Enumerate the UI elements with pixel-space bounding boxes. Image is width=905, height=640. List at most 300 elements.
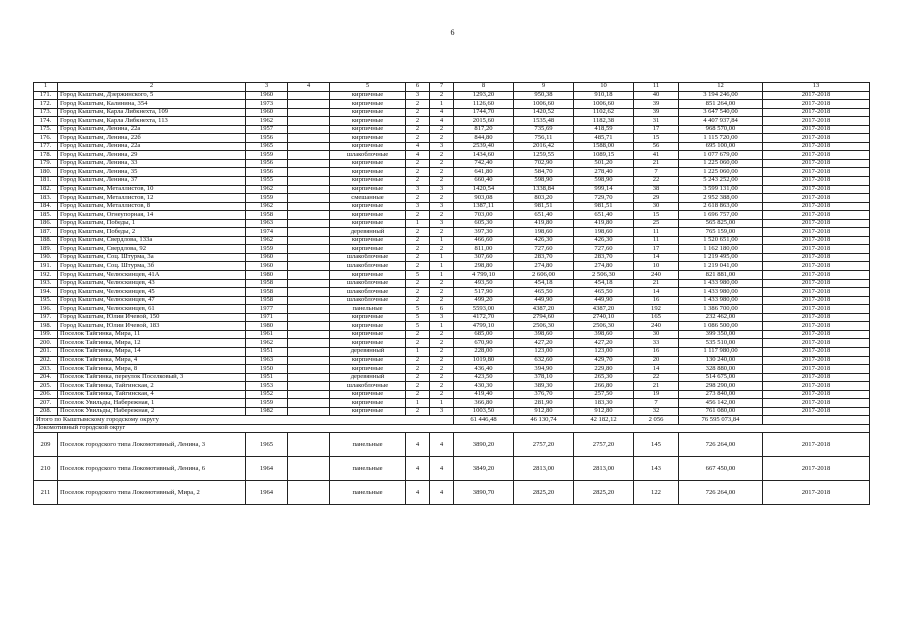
table-cell: 670,90	[454, 339, 514, 348]
table-cell: 2017-2018	[763, 457, 870, 481]
table-cell: 660,40	[454, 177, 514, 186]
table-cell: 2017-2018	[763, 481, 870, 505]
table-cell: кирпичные	[330, 271, 406, 280]
table-cell: кирпичные	[330, 168, 406, 177]
table-cell: Город Кыштым, Огнеупорная, 14	[58, 211, 246, 220]
table-cell: 3 194 246,00	[679, 91, 763, 100]
table-row	[34, 288, 870, 297]
table-cell: 190.	[34, 253, 58, 262]
table-cell: 40	[634, 91, 679, 100]
table-cell: 2740,10	[574, 313, 634, 322]
table-cell: 1535,48	[514, 117, 574, 126]
table-cell: 499,20	[454, 296, 514, 305]
table-cell: 174.	[34, 117, 58, 126]
table-cell: кирпичные	[330, 177, 406, 186]
table-cell: Поселок Тайгинка, Мира, 12	[58, 339, 246, 348]
table-cell: 193.	[34, 279, 58, 288]
table-cell: 1	[406, 399, 430, 408]
table-row	[34, 159, 870, 168]
table-cell: 1420,54	[454, 185, 514, 194]
table-row	[34, 399, 870, 408]
table-cell: 211	[34, 481, 58, 505]
table-cell: 206.	[34, 390, 58, 399]
table-cell: 2506,30	[574, 322, 634, 331]
table-cell: 3	[430, 185, 454, 194]
table-cell: 761 080,00	[679, 407, 763, 416]
table-cell: 418,59	[574, 125, 634, 134]
table-cell	[288, 288, 330, 297]
table-cell: 426,30	[514, 236, 574, 245]
table-cell: 449,90	[574, 296, 634, 305]
table-cell: Поселок Тайгинка, Мира, 4	[58, 356, 246, 365]
table-row	[34, 211, 870, 220]
table-cell: 198,60	[574, 228, 634, 237]
table-cell: 4387,20	[574, 305, 634, 314]
table-cell: 1 433 980,00	[679, 296, 763, 305]
table-cell: 2017-2018	[763, 262, 870, 271]
table-cell: 1963	[246, 356, 288, 365]
table-cell: 2757,20	[574, 433, 634, 457]
table-cell: кирпичные	[330, 159, 406, 168]
table-cell: кирпичные	[330, 339, 406, 348]
table-cell	[288, 356, 330, 365]
table-cell: Город Кыштым, Ленина, 35	[58, 168, 246, 177]
table-cell: 2	[406, 262, 430, 271]
table-cell: кирпичные	[330, 390, 406, 399]
table-cell: 1962	[246, 185, 288, 194]
table-cell: 32	[634, 407, 679, 416]
table-cell: 2825,20	[574, 481, 634, 505]
table-cell: 3	[430, 407, 454, 416]
table-cell: 2	[406, 168, 430, 177]
table-cell: 2017-2018	[763, 194, 870, 203]
table-cell: 2	[430, 356, 454, 365]
table-cell: кирпичные	[330, 245, 406, 254]
table-cell: 2539,40	[454, 142, 514, 151]
table-cell: 2	[406, 159, 430, 168]
table-cell: 514 675,00	[679, 373, 763, 382]
table-cell: 1338,84	[514, 185, 574, 194]
table-cell: 2017-2018	[763, 202, 870, 211]
table-cell: 10	[574, 83, 634, 92]
table-cell: 1962	[246, 339, 288, 348]
table-cell: Город Кыштым, Юлии Ичевой, 183	[58, 322, 246, 331]
table-cell: 5593,00	[454, 305, 514, 314]
table-cell	[288, 236, 330, 245]
table-cell: 2017-2018	[763, 177, 870, 186]
table-cell: 535 510,00	[679, 339, 763, 348]
table-cell: 3 647 540,00	[679, 108, 763, 117]
table-cell: 2017-2018	[763, 373, 870, 382]
table-cell: 16	[634, 347, 679, 356]
table-cell: Поселок Тайгинка, Тайгинская, 2	[58, 382, 246, 391]
table-cell: 2 056	[634, 416, 679, 425]
table-cell	[288, 407, 330, 416]
table-cell: 274,80	[574, 262, 634, 271]
table-cell: 1955	[246, 177, 288, 186]
table-cell: 16	[634, 296, 679, 305]
table-cell: 803,20	[514, 194, 574, 203]
table-cell	[288, 399, 330, 408]
table-cell: 1006,60	[574, 100, 634, 109]
table-cell: 2506,30	[514, 322, 574, 331]
table-cell	[288, 339, 330, 348]
table-cell: 4	[430, 117, 454, 126]
table-cell: 2	[430, 288, 454, 297]
table-cell: 726 264,00	[679, 433, 763, 457]
table-cell: 183.	[34, 194, 58, 203]
table-cell: 4387,20	[514, 305, 574, 314]
table-cell: 1952	[246, 390, 288, 399]
table-cell: кирпичные	[330, 125, 406, 134]
table-row	[34, 185, 870, 194]
housing-table	[33, 82, 870, 505]
table-cell: 903,08	[454, 194, 514, 203]
table-cell: 2 606,00	[514, 271, 574, 280]
table-cell: 2	[430, 194, 454, 203]
table-cell: 565 825,00	[679, 219, 763, 228]
table-cell: 1958	[246, 279, 288, 288]
table-cell: 298,80	[454, 262, 514, 271]
table-cell: 191.	[34, 262, 58, 271]
table-cell: 2	[406, 228, 430, 237]
table-cell: 38	[634, 185, 679, 194]
table-cell: 2	[406, 211, 430, 220]
table-cell: 2017-2018	[763, 100, 870, 109]
table-cell: 1958	[246, 296, 288, 305]
table-cell: 3890,20	[454, 433, 514, 457]
table-cell: 1957	[246, 125, 288, 134]
table-cell: 192.	[34, 271, 58, 280]
table-cell: 188.	[34, 236, 58, 245]
table-cell: 2017-2018	[763, 407, 870, 416]
table-cell: Город Кыштым, Челюскинцев, 61	[58, 305, 246, 314]
table-cell: 39	[634, 100, 679, 109]
table-cell: 2017-2018	[763, 253, 870, 262]
table-cell: 22	[634, 177, 679, 186]
table-cell: 2813,00	[514, 457, 574, 481]
table-cell: 1 115 720,00	[679, 134, 763, 143]
table-cell: 5	[330, 83, 406, 92]
table-cell: 1293,20	[454, 91, 514, 100]
table-cell: 207.	[34, 399, 58, 408]
table-cell: кирпичные	[330, 313, 406, 322]
table-cell: 171.	[34, 91, 58, 100]
table-cell	[288, 330, 330, 339]
table-cell: 11	[634, 236, 679, 245]
table-cell: 2	[430, 211, 454, 220]
table-cell	[763, 416, 870, 425]
table-cell: 229,80	[574, 365, 634, 374]
table-cell: 981,51	[514, 202, 574, 211]
table-cell: 399 350,00	[679, 330, 763, 339]
table-cell: 454,18	[574, 279, 634, 288]
table-cell: 501,20	[574, 159, 634, 168]
table-cell: 2017-2018	[763, 134, 870, 143]
table-cell: 2017-2018	[763, 279, 870, 288]
table-cell	[288, 108, 330, 117]
table-row	[34, 390, 870, 399]
table-cell: 328 880,00	[679, 365, 763, 374]
table-cell: 2017-2018	[763, 245, 870, 254]
table-cell	[288, 365, 330, 374]
table-cell: 5	[406, 305, 430, 314]
table-cell: 1959	[246, 399, 288, 408]
table-cell: 2017-2018	[763, 347, 870, 356]
table-cell	[288, 177, 330, 186]
table-cell: 1387,11	[454, 202, 514, 211]
table-cell: Город Кыштым, Ленина, 29	[58, 151, 246, 160]
table-cell: 1	[406, 347, 430, 356]
table-cell: 232 462,00	[679, 313, 763, 322]
table-cell: 651,40	[514, 211, 574, 220]
table-cell: 4799,10	[454, 322, 514, 331]
table-cell: 185.	[34, 211, 58, 220]
table-cell: Город Кыштым, Металлистов, 8	[58, 202, 246, 211]
table-cell: 278,40	[574, 168, 634, 177]
table-cell: 1	[430, 262, 454, 271]
table-cell: 419,80	[574, 219, 634, 228]
table-cell: шлакоблочные	[330, 151, 406, 160]
table-cell: 727,60	[574, 245, 634, 254]
table-cell: 4172,70	[454, 313, 514, 322]
table-cell: 2	[406, 279, 430, 288]
table-cell: 9	[514, 83, 574, 92]
table-cell: 1 433 980,00	[679, 279, 763, 288]
table-cell: 1977	[246, 305, 288, 314]
table-cell: 1959	[246, 194, 288, 203]
table-cell: 179.	[34, 159, 58, 168]
table-cell: шлакоблочные	[330, 262, 406, 271]
table-cell: 189.	[34, 245, 58, 254]
table-cell: 1420,52	[514, 108, 574, 117]
table-cell: 2017-2018	[763, 339, 870, 348]
table-cell: 1960	[246, 108, 288, 117]
table-cell: 143	[634, 457, 679, 481]
table-cell: 1960	[246, 262, 288, 271]
table-cell: 177.	[34, 142, 58, 151]
table-cell	[288, 100, 330, 109]
table-cell: 145	[634, 433, 679, 457]
table-cell	[288, 481, 330, 505]
table-cell: 4	[406, 481, 430, 505]
table-cell: 2	[430, 228, 454, 237]
table-cell: 210	[34, 457, 58, 481]
table-row	[34, 433, 870, 457]
table-cell: 4	[430, 481, 454, 505]
table-cell: 201.	[34, 347, 58, 356]
table-cell: шлакоблочные	[330, 382, 406, 391]
table-cell: 2017-2018	[763, 296, 870, 305]
table-row	[34, 457, 870, 481]
table-cell: 2	[406, 330, 430, 339]
table-row	[34, 271, 870, 280]
table-cell: 1956	[246, 159, 288, 168]
table-row	[34, 194, 870, 203]
table-cell: 2	[406, 382, 430, 391]
table-cell: 1259,55	[514, 151, 574, 160]
table-cell: 999,14	[574, 185, 634, 194]
table-cell: 307,60	[454, 253, 514, 262]
table-cell: 2	[58, 83, 246, 92]
table-cell: 2017-2018	[763, 365, 870, 374]
table-cell: 180.	[34, 168, 58, 177]
table-row	[34, 168, 870, 177]
table-cell: 1958	[246, 288, 288, 297]
table-cell: Поселок Тайгинка, Мира, 8	[58, 365, 246, 374]
table-cell: 3 599 131,00	[679, 185, 763, 194]
table-cell: 2	[406, 108, 430, 117]
table-cell: 466,60	[454, 236, 514, 245]
table-row	[34, 305, 870, 314]
table-cell: 1 219 495,00	[679, 253, 763, 262]
table-cell: 176.	[34, 134, 58, 143]
table-cell: кирпичные	[330, 117, 406, 126]
table-cell: 2017-2018	[763, 356, 870, 365]
table-cell: 204.	[34, 373, 58, 382]
table-cell: 4	[430, 457, 454, 481]
table-cell: 1	[430, 100, 454, 109]
page-number: 6	[450, 28, 455, 37]
table-row	[34, 481, 870, 505]
table-cell: 30	[634, 202, 679, 211]
table-cell: 2	[430, 151, 454, 160]
table-row	[34, 228, 870, 237]
table-cell: 1956	[246, 168, 288, 177]
table-cell: 61 446,48	[454, 416, 514, 425]
table-cell: 7	[634, 399, 679, 408]
table-cell: 5	[406, 322, 430, 331]
table-cell	[288, 134, 330, 143]
table-row	[34, 91, 870, 100]
table-cell: Поселок городского типа Локомотивный, Мира, 2	[58, 481, 246, 505]
table-cell: 273 840,00	[679, 390, 763, 399]
table-cell: 12	[679, 83, 763, 92]
table-cell	[288, 219, 330, 228]
table-row	[34, 296, 870, 305]
table-cell: 1	[430, 322, 454, 331]
table-cell: 2	[406, 134, 430, 143]
table-cell: 182.	[34, 185, 58, 194]
table-row	[34, 202, 870, 211]
table-cell	[288, 279, 330, 288]
table-cell: 11	[634, 228, 679, 237]
table-cell: Поселок Тайгинка, Мира, 14	[58, 347, 246, 356]
table-cell: кирпичные	[330, 330, 406, 339]
table-cell: 2	[406, 365, 430, 374]
table-cell: 1 225 060,00	[679, 159, 763, 168]
table-cell	[288, 168, 330, 177]
table-cell: Поселок городского типа Локомотивный, Ленина, 3	[58, 433, 246, 457]
table-cell: деревянный	[330, 347, 406, 356]
table-cell: 1	[430, 271, 454, 280]
table-cell: 17	[634, 245, 679, 254]
table-cell: 598,90	[514, 177, 574, 186]
table-cell: Город Кыштым, Соц. Штурма, 3а	[58, 253, 246, 262]
table-cell: 1974	[246, 228, 288, 237]
table-cell: 2017-2018	[763, 433, 870, 457]
table-row	[34, 134, 870, 143]
table-cell: 2017-2018	[763, 382, 870, 391]
table-row	[34, 356, 870, 365]
table-cell: 2	[406, 253, 430, 262]
table-cell: 2017-2018	[763, 330, 870, 339]
table-cell: 2017-2018	[763, 322, 870, 331]
table-cell: 2 618 863,00	[679, 202, 763, 211]
table-cell: 21	[634, 382, 679, 391]
table-row	[34, 219, 870, 228]
table-row	[34, 236, 870, 245]
table-cell: 2	[406, 117, 430, 126]
section-row	[34, 424, 870, 433]
table-cell: 2	[406, 177, 430, 186]
table-cell: 2	[406, 373, 430, 382]
table-cell: 4	[430, 433, 454, 457]
table-cell: Город Кыштым, Карла Либкнехта, 109	[58, 108, 246, 117]
table-cell: 4 407 937,84	[679, 117, 763, 126]
table-cell: 1 696 757,00	[679, 211, 763, 220]
table-cell: Город Кыштым, Челюскинцев, 45	[58, 288, 246, 297]
table-cell: 1960	[246, 253, 288, 262]
table-cell: 1951	[246, 373, 288, 382]
table-row	[34, 142, 870, 151]
table-cell: 2017-2018	[763, 271, 870, 280]
table-cell: 844,80	[454, 134, 514, 143]
table-cell: 30	[634, 330, 679, 339]
table-cell: 33	[634, 339, 679, 348]
table-cell: деревянный	[330, 228, 406, 237]
table-cell: 186.	[34, 219, 58, 228]
table-cell: панельные	[330, 305, 406, 314]
table-cell: Город Кыштым, Свердлова, 92	[58, 245, 246, 254]
table-cell: 3890,70	[454, 481, 514, 505]
table-cell: шлакоблочные	[330, 296, 406, 305]
table-cell: 2	[406, 339, 430, 348]
table-cell: 2017-2018	[763, 108, 870, 117]
table-cell: 197.	[34, 313, 58, 322]
table-row	[34, 347, 870, 356]
table-cell: 2016,42	[514, 142, 574, 151]
table-cell: Город Кыштым, Калинина, 354	[58, 100, 246, 109]
table-cell: 2	[430, 347, 454, 356]
table-cell	[288, 159, 330, 168]
table-cell: 378,10	[514, 373, 574, 382]
table-cell: 2	[430, 365, 454, 374]
table-cell: 632,60	[514, 356, 574, 365]
table-cell: 187.	[34, 228, 58, 237]
table-cell: 183,30	[574, 399, 634, 408]
table-cell: 194.	[34, 288, 58, 297]
table-row	[34, 330, 870, 339]
table-cell: Локомотивный городской округ	[34, 424, 870, 433]
table-row	[34, 117, 870, 126]
table-cell: 10	[634, 262, 679, 271]
table-cell: 2757,20	[514, 433, 574, 457]
table-cell	[288, 211, 330, 220]
table-cell: 1019,80	[454, 356, 514, 365]
table-cell: 1 086 500,00	[679, 322, 763, 331]
table-cell: 2	[430, 91, 454, 100]
table-cell: 1	[430, 236, 454, 245]
table-cell	[288, 390, 330, 399]
table-cell: Поселок городского типа Локомотивный, Ленина, 6	[58, 457, 246, 481]
table-cell: Город Кыштым, Ленина, 22а	[58, 142, 246, 151]
table-cell: 1 225 060,00	[679, 168, 763, 177]
table-cell: 21	[634, 159, 679, 168]
table-cell	[288, 296, 330, 305]
table-cell: 1962	[246, 236, 288, 245]
table-cell: 298 290,00	[679, 382, 763, 391]
